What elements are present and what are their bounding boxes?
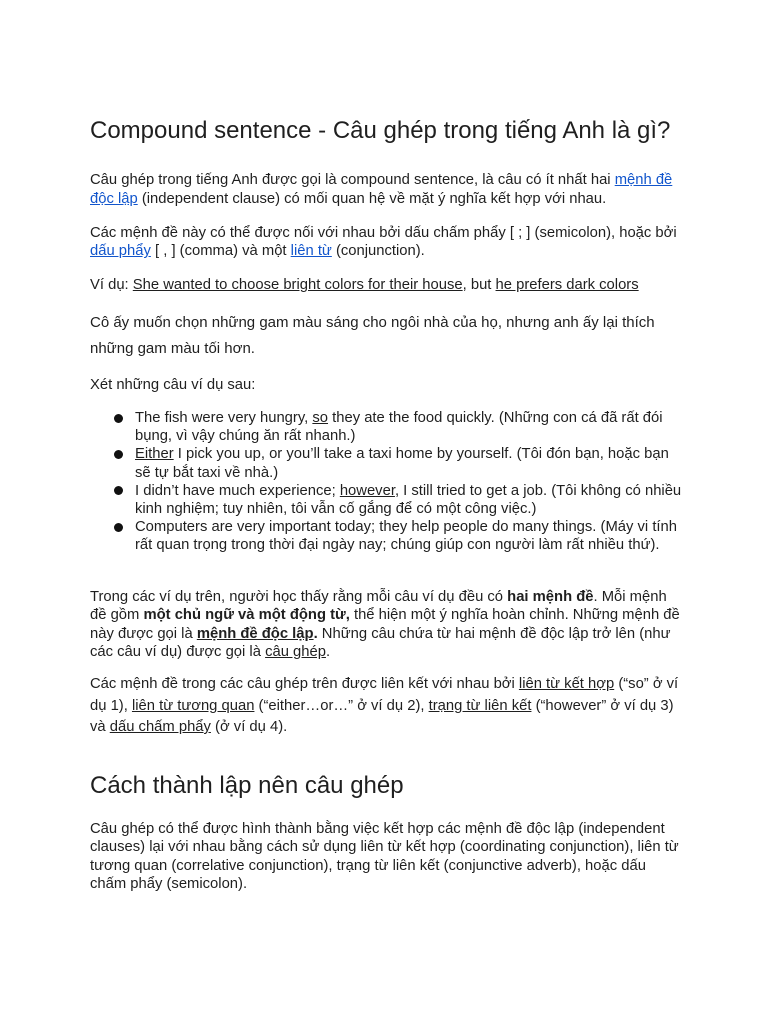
bullet-icon	[114, 486, 123, 495]
example-prefix: Ví dụ:	[90, 277, 133, 293]
linking-term-lien-tu-tuong-quan: liên từ tương quan	[131, 697, 255, 714]
linking-text: (“so” ở ví dụ 1),	[90, 676, 679, 714]
list-item-text: I pick you up, or you’ll take a taxi home by yourself. (Tôi đón bạn, hoặc bạn sẽ tự bắt taxi về nhà.)	[135, 446, 669, 481]
linking-term-dau-cham-phay: dấu chấm phẩy	[109, 719, 211, 735]
analysis-paragraph	[90, 588, 682, 662]
section-body: Câu ghép có thể được hình thành bằng việc kết hợp các mệnh đề độc lập (independent clauses) lại với nhau bằng cách sử dụng liên từ kết hợp (coordinating conjunction), liên từ tương quan (correlative conjunction), trạng từ liên kết (conjunctive adverb), hoặc dấu chấm phẩy (semicolon).	[90, 821, 679, 893]
definition-text-end: (independent clause) có mối quan hệ về mặt ý nghĩa kết hợp với nhau.	[137, 191, 607, 207]
connectors-paragraph	[90, 224, 682, 261]
analysis-term-period: .	[313, 625, 318, 642]
list-item-keyword: so	[312, 410, 329, 426]
examples-intro: Xét những câu ví dụ sau:	[90, 377, 256, 393]
example-joiner: , but	[462, 277, 496, 293]
example-clause-1: She wanted to choose bright colors for their house	[132, 277, 463, 293]
link-menh-de-doc-lap[interactable]: mệnh đề độc lập	[90, 172, 673, 207]
linking-term-trang-tu-lien-ket: trạng từ liên kết	[428, 697, 532, 714]
analysis-text: thể hiện một ý nghĩa hoàn chỉnh. Những mệnh đề này được gọi là	[90, 607, 680, 642]
examples-list	[135, 409, 682, 555]
list-item-text: The fish were very hungry,	[135, 410, 313, 426]
linking-text: (“either…or…” ở ví dụ 2),	[254, 697, 429, 714]
example-translation: Cô ấy muốn chọn những gam màu sáng cho ngôi nhà của họ, nhưng anh ấy lại thích những gam màu tối hơn.	[90, 314, 655, 357]
analysis-bold: hai mệnh đề	[507, 589, 594, 605]
list-item	[135, 445, 682, 481]
link-dau-phay[interactable]: dấu phẩy	[90, 243, 151, 260]
bullet-icon	[114, 450, 123, 459]
example-clause-2: he prefers dark colors	[495, 277, 639, 293]
analysis-text: . Mỗi mệnh đề gồm	[90, 589, 667, 624]
link-lien-tu[interactable]: liên từ	[290, 243, 332, 260]
list-item-text: they ate the food quickly. (Những con cá đã rất đói bụng, vì vậy chúng ăn rất nhanh.)	[135, 410, 663, 445]
connectors-text-end: (conjunction).	[331, 243, 425, 260]
analysis-text: Trong các ví dụ trên, người học thấy rằng mỗi câu ví dụ đều có	[90, 589, 508, 605]
linking-text: Các mệnh đề trong các câu ghép trên được liên kết với nhau bởi	[90, 676, 519, 692]
bullet-icon	[114, 414, 123, 423]
example-paragraph	[90, 276, 682, 294]
bullet-icon	[114, 523, 123, 532]
list-item-keyword: Either	[135, 446, 174, 463]
section-heading: Cách thành lập nên câu ghép	[90, 772, 404, 799]
linking-text: (“however” ở ví dụ 3) và	[90, 697, 674, 735]
linking-paragraph	[90, 674, 682, 739]
list-item-text: Computers are very important today; they help people do many things. (Máy vi tính rất quan trọng trong thời đại ngày nay; chúng giúp con người làm rất nhiều thứ).	[135, 519, 678, 554]
definition-paragraph	[90, 171, 682, 209]
list-item-keyword: however	[339, 482, 395, 499]
analysis-bold: một chủ ngữ và một động từ,	[143, 607, 350, 624]
analysis-term-cau-ghep: câu ghép	[265, 644, 326, 661]
analysis-term-menh-de-doc-lap: mệnh đề độc lập	[196, 625, 314, 642]
list-item	[135, 518, 682, 554]
analysis-text: Những câu chứa từ hai mệnh đề độc lập trở lên (như các câu ví dụ) được gọi là	[90, 625, 671, 661]
linking-term-lien-tu-ket-hop: liên từ kết hợp	[518, 676, 615, 692]
list-item	[135, 482, 682, 518]
list-item	[135, 409, 682, 445]
connectors-text: Các mệnh đề này có thể được nối với nhau bởi dấu chấm phẩy [ ; ] (semicolon), hoặc bởi	[90, 225, 677, 241]
page-title: Compound sentence - Câu ghép trong tiếng Anh là gì?	[90, 117, 671, 144]
list-item-text: , I still tried to get a job. (Tôi không có nhiều kinh nghiệm; tuy nhiên, tôi vẫn cố gắng để có một công việc.)	[135, 482, 682, 518]
list-item-text: I didn’t have much experience;	[135, 482, 340, 499]
linking-text-end: (ở ví dụ 4).	[210, 719, 288, 735]
analysis-text-end: .	[325, 644, 331, 661]
connectors-text: [ , ] (comma) và một	[150, 243, 291, 260]
definition-text: Câu ghép trong tiếng Anh được gọi là compound sentence, là câu có ít nhất hai	[90, 172, 615, 188]
